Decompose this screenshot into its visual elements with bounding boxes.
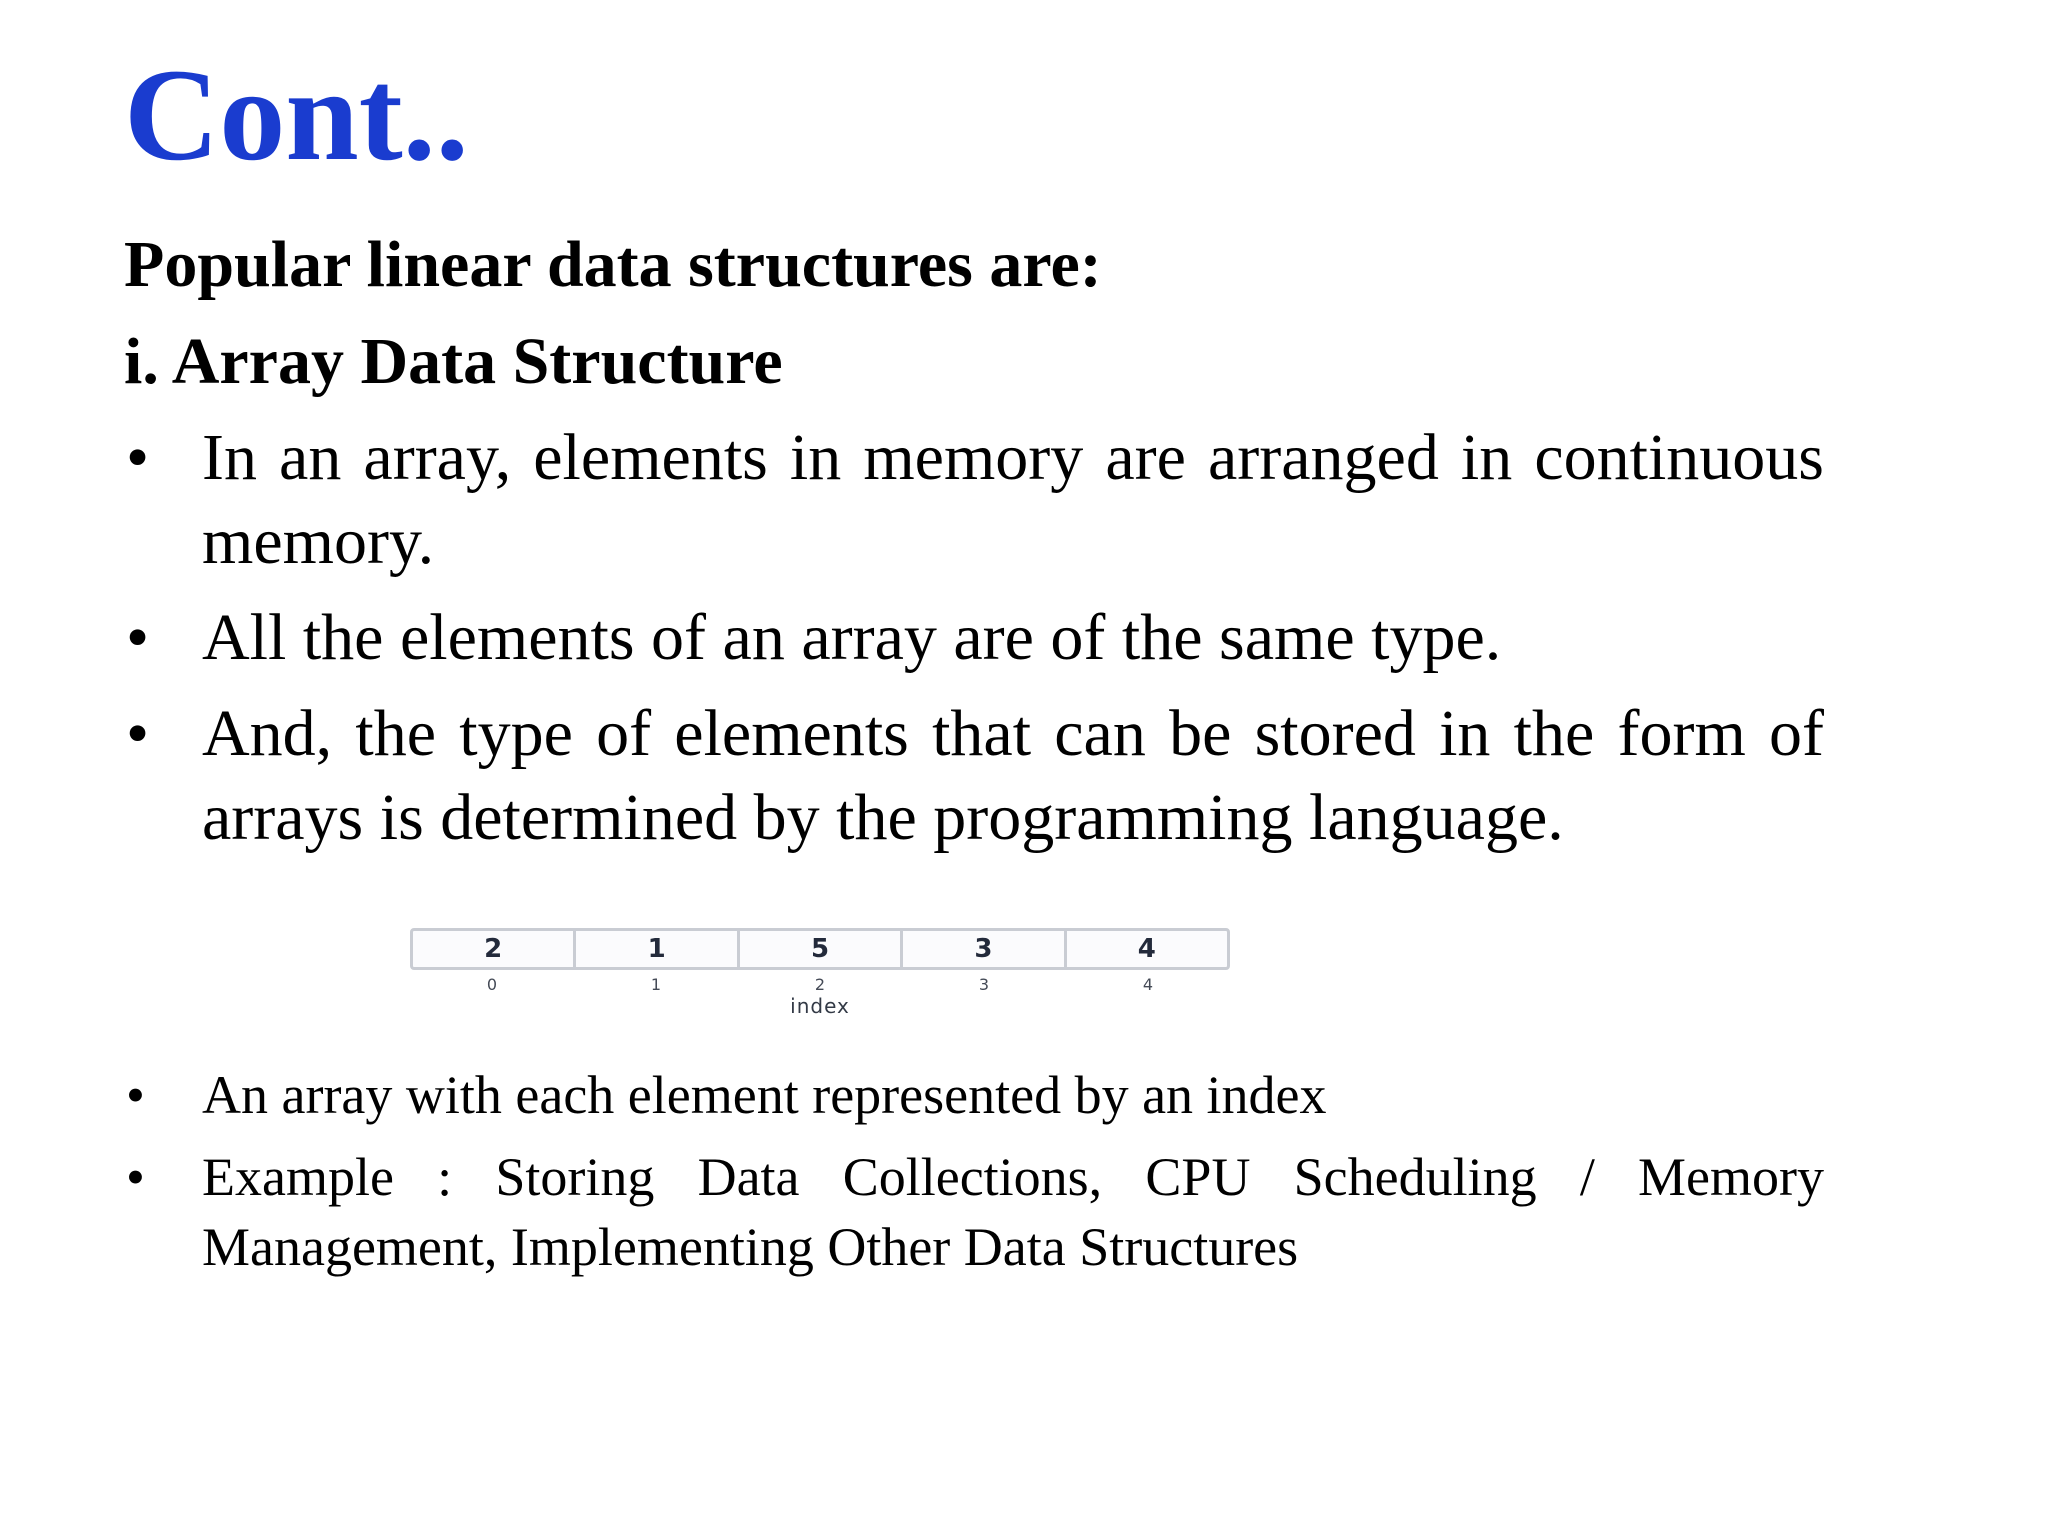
bullet-item (124, 692, 1824, 860)
bullet-list-main (124, 416, 1824, 872)
array-cell: 5 (740, 931, 903, 967)
array-cell: 4 (1137, 934, 1156, 964)
bullet-list-secondary (124, 1060, 1824, 1294)
array-cell: 1 (576, 931, 739, 967)
slide-title: Cont.. (124, 41, 469, 188)
array-index: 1 (650, 975, 662, 994)
array-diagram (410, 928, 1230, 1028)
bullet-item (124, 596, 1824, 680)
bullet-item (124, 1060, 1824, 1130)
bullet-item (124, 416, 1824, 584)
bullet-text: Example : Storing Data Collections, CPU Scheduling / Memory Management, Implementing Other Data Structures (202, 1147, 1824, 1277)
array-cells (410, 928, 1230, 970)
array-index: 4 (1142, 975, 1154, 994)
bullet-dot-icon: • (126, 697, 150, 770)
bullet-text: All the elements of an array are of the same type. (202, 601, 1502, 674)
array-cell: 2 (413, 931, 576, 967)
section-heading: i. Array Data Structure (124, 325, 783, 398)
array-cell: 3 (903, 931, 1066, 967)
slide-subtitle: Popular linear data structures are: (124, 228, 1102, 301)
bullet-text: In an array, elements in memory are arranged in continuous memory. (202, 421, 1824, 578)
array-index: 2 (814, 975, 826, 994)
bullet-dot-icon: • (126, 1147, 145, 1207)
array-index: 3 (978, 975, 990, 994)
array-index: 0 (486, 975, 498, 994)
bullet-text: An array with each element represented by an index (202, 1065, 1327, 1125)
bullet-dot-icon: • (126, 421, 150, 494)
bullet-dot-icon: • (126, 1065, 145, 1125)
index-axis-label: index (790, 994, 850, 1018)
bullet-item (124, 1142, 1824, 1282)
bullet-text: And, the type of elements that can be stored in the form of arrays is determined by the programming language. (202, 697, 1824, 854)
array-indices (410, 975, 1230, 994)
bullet-dot-icon: • (126, 601, 150, 674)
